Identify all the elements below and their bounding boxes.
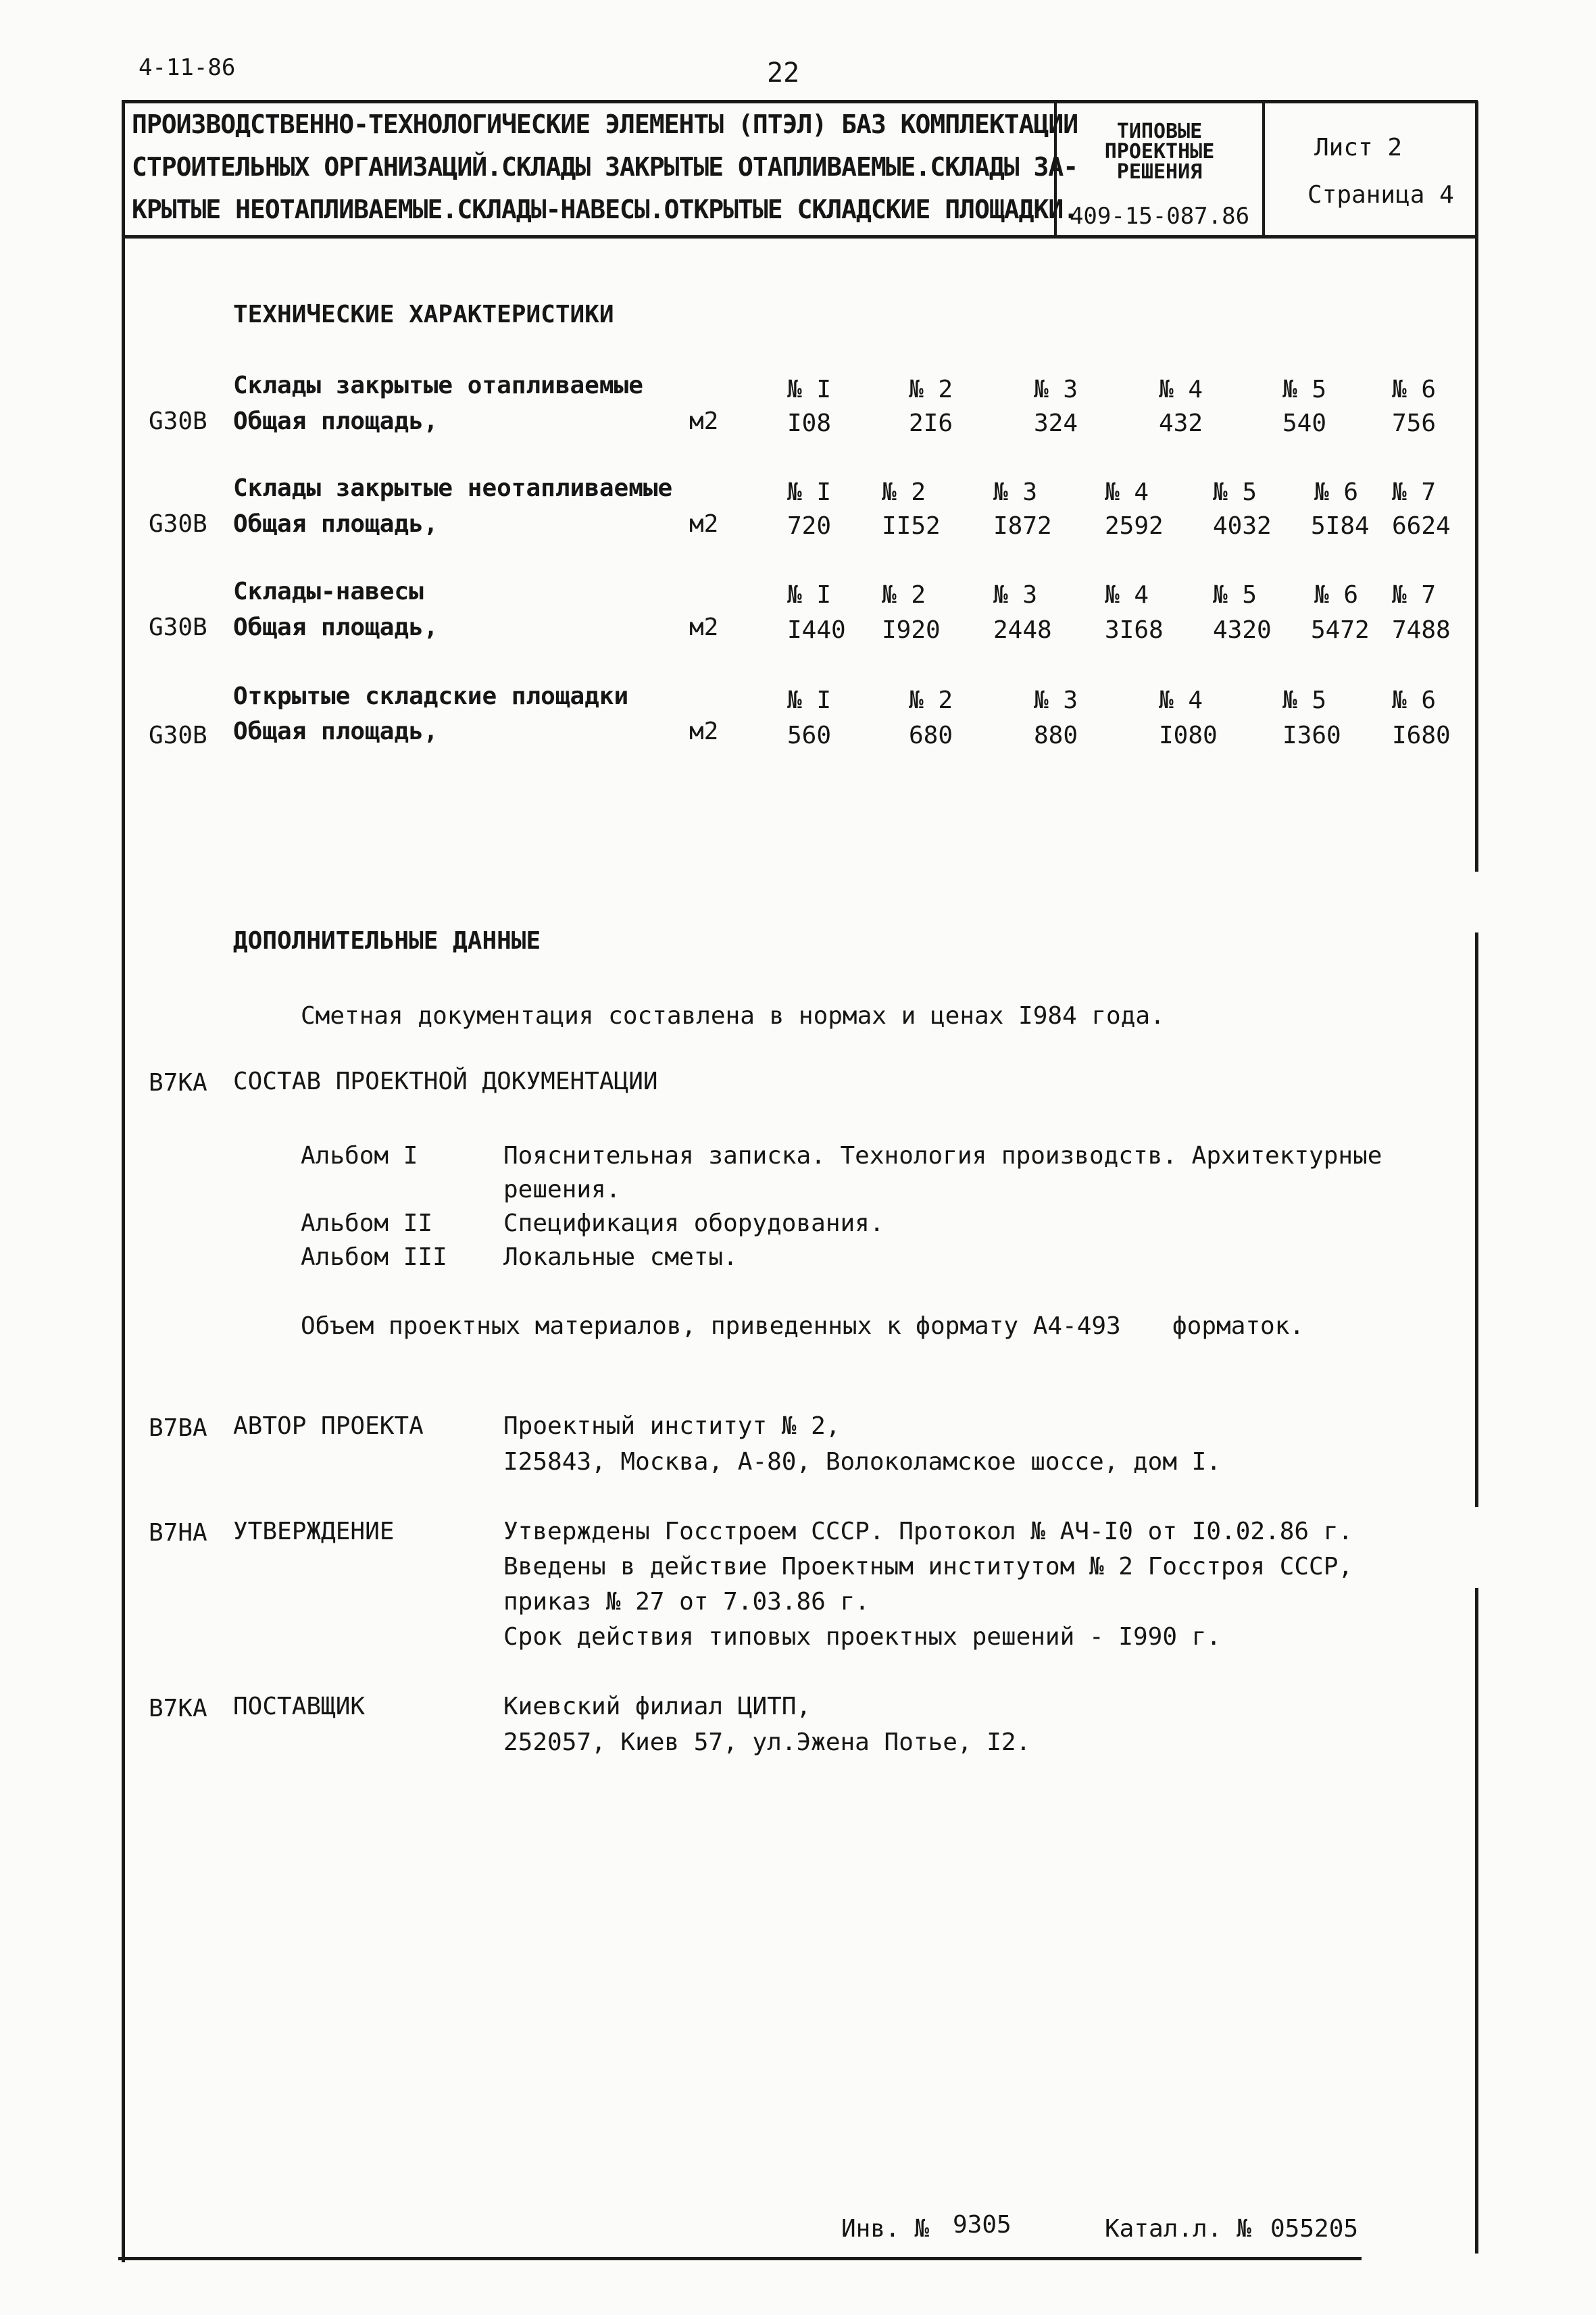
album-1-name: Альбом I: [301, 1142, 418, 1170]
typ-label-line-2: ПРОЕКТНЫЕ: [1104, 140, 1215, 164]
group-4-num: № I: [787, 687, 832, 714]
group-3-value: I440: [787, 616, 846, 644]
supplier-code: B7KA: [149, 1695, 207, 1722]
group-3-num: № 7: [1392, 581, 1437, 609]
group-4-value: 560: [787, 722, 832, 749]
doc-code: 4-11-86: [139, 54, 236, 81]
approval-line-4: Срок действия типовых проектных решений - I990 г.: [503, 1623, 1222, 1651]
group-3-value: 7488: [1392, 616, 1451, 644]
volume-unit: форматок.: [1172, 1312, 1305, 1340]
group-2-label: Общая площадь,: [233, 510, 439, 538]
supplier-line-2: 252057, Киев 57, ул.Эжена Потье, I2.: [503, 1728, 1031, 1756]
group-4-code: G30B: [149, 722, 207, 749]
group-1-num: № 2: [909, 376, 953, 403]
group-1-num: № 5: [1282, 376, 1327, 403]
group-3-num: № 5: [1213, 581, 1257, 609]
group-4-num: № 2: [909, 687, 953, 714]
group-3-value: 3I68: [1105, 616, 1164, 644]
page-label: Страница 4: [1307, 181, 1454, 209]
frame-right-rule-1: [1475, 101, 1478, 872]
group-1-code: G30B: [149, 407, 207, 435]
approval-line-3: приказ № 27 от 7.03.86 г.: [503, 1588, 870, 1616]
extra-title: ДОПОЛНИТЕЛЬНЫЕ ДАННЫЕ: [233, 927, 541, 955]
group-4-value: 680: [909, 722, 953, 749]
frame-right-rule-2: [1475, 932, 1478, 1507]
group-1-value: 2I6: [909, 409, 953, 437]
header-title-line-2: СТРОИТЕЛЬНЫХ ОРГАНИЗАЦИЙ.СКЛАДЫ ЗАКРЫТЫЕ ОТАПЛИВАЕМЫЕ.СКЛАДЫ ЗА-: [132, 152, 1078, 182]
group-1-unit: м2: [689, 407, 719, 435]
group-4-value: 880: [1034, 722, 1078, 749]
group-2-num: № 3: [993, 478, 1038, 506]
supplier-line-1: Киевский филиал ЦИТП,: [503, 1693, 812, 1720]
group-2-num: № I: [787, 478, 832, 506]
group-1-value: 432: [1159, 409, 1203, 437]
group-3-num: № 6: [1314, 581, 1359, 609]
group-3-num: № 3: [993, 581, 1038, 609]
group-2-value: 4032: [1213, 512, 1272, 540]
group-2-num: № 4: [1105, 478, 1149, 506]
volume-note: Объем проектных материалов, приведенных к формату А4-493: [301, 1312, 1121, 1340]
author-line-2: I25843, Москва, А-80, Волоколамское шоссе, дом I.: [503, 1448, 1222, 1476]
group-1-value: 324: [1034, 409, 1078, 437]
group-3-num: № 4: [1105, 581, 1149, 609]
supplier-title: ПОСТАВЩИК: [233, 1693, 366, 1720]
group-3-value: I920: [882, 616, 941, 644]
frame-right-rule-3: [1475, 1588, 1478, 2254]
tech-title: ТЕХНИЧЕСКИЕ ХАРАКТЕРИСТИКИ: [233, 301, 614, 328]
inv-label: Инв. №: [841, 2215, 930, 2243]
frame-left-rule: [122, 100, 125, 2262]
author-title: АВТОР ПРОЕКТА: [233, 1412, 424, 1440]
group-3-value: 4320: [1213, 616, 1272, 644]
typ-label: [1058, 122, 1261, 182]
group-1-num: № 3: [1034, 376, 1078, 403]
group-2-value: 720: [787, 512, 832, 540]
author-line-1: Проектный институт № 2,: [503, 1412, 841, 1440]
album-2-text: Спецификация оборудования.: [503, 1210, 884, 1237]
frame-header-rule: [122, 235, 1478, 239]
group-1-label: Общая площадь,: [233, 407, 439, 435]
catalog-value: 055205: [1270, 2215, 1359, 2243]
group-1-num: № 6: [1392, 376, 1437, 403]
group-3-num: № I: [787, 581, 832, 609]
group-2-code: G30B: [149, 510, 207, 538]
group-1-value: 540: [1282, 409, 1327, 437]
group-1-num: № I: [787, 376, 832, 403]
group-4-num: № 6: [1392, 687, 1437, 714]
group-1-num: № 4: [1159, 376, 1203, 403]
composition-title: СОСТАВ ПРОЕКТНОЙ ДОКУМЕНТАЦИИ: [233, 1068, 658, 1095]
group-3-value: 2448: [993, 616, 1052, 644]
album-1-text-cont: решения.: [503, 1176, 621, 1203]
approval-line-1: Утверждены Госстроем СССР. Протокол № АЧ-I0 от I0.02.86 г.: [503, 1518, 1353, 1545]
group-2-title: Склады закрытые неотапливаемые: [233, 474, 673, 502]
album-3-text: Локальные сметы.: [503, 1243, 738, 1271]
composition-code: B7KA: [149, 1069, 207, 1097]
group-4-unit: м2: [689, 718, 719, 745]
group-3-title: Склады-навесы: [233, 578, 424, 605]
group-3-unit: м2: [689, 614, 719, 641]
group-3-code: G30B: [149, 614, 207, 641]
album-1-text: Пояснительная записка. Технология производств. Архитектурные: [503, 1142, 1382, 1170]
page-number: 22: [767, 57, 800, 89]
group-4-label: Общая площадь,: [233, 718, 439, 745]
group-4-value: I680: [1392, 722, 1451, 749]
typ-label-line-1: ТИПОВЫЕ: [1116, 120, 1203, 143]
group-2-num: № 6: [1314, 478, 1359, 506]
frame-bottom-rule: [118, 2257, 1362, 2260]
group-3-label: Общая площадь,: [233, 614, 439, 641]
header-divider-2: [1262, 101, 1265, 238]
group-3-value: 5472: [1311, 616, 1370, 644]
group-2-value: 5I84: [1311, 512, 1370, 540]
group-2-value: 6624: [1392, 512, 1451, 540]
inv-value: 9305: [953, 2211, 1012, 2239]
header-title-line-3: КРЫТЫЕ НЕОТАПЛИВАЕМЫЕ.СКЛАДЫ-НАВЕСЫ.ОТКРЫТЫЕ СКЛАДСКИЕ ПЛОЩАДКИ.: [132, 195, 1078, 224]
approval-title: УТВЕРЖДЕНИЕ: [233, 1518, 395, 1545]
group-2-num: № 7: [1392, 478, 1437, 506]
group-2-num: № 2: [882, 478, 926, 506]
group-1-value: 756: [1392, 409, 1437, 437]
group-2-value: I872: [993, 512, 1052, 540]
album-2-name: Альбом II: [301, 1210, 433, 1237]
author-code: B7BA: [149, 1414, 207, 1442]
group-1-title: Склады закрытые отапливаемые: [233, 372, 643, 399]
group-4-num: № 4: [1159, 687, 1203, 714]
album-3-name: Альбом III: [301, 1243, 447, 1271]
group-3-num: № 2: [882, 581, 926, 609]
estimate-note: Сметная документация составлена в нормах и ценах I984 года.: [301, 1002, 1165, 1030]
sheet-label: Лист 2: [1314, 134, 1403, 161]
group-4-title: Открытые складские площадки: [233, 682, 629, 710]
header-title-line-1: ПРОИЗВОДСТВЕННО-ТЕХНОЛОГИЧЕСКИЕ ЭЛЕМЕНТЫ (ПТЭЛ) БАЗ КОМПЛЕКТАЦИИ: [132, 109, 1078, 139]
group-4-value: I360: [1282, 722, 1341, 749]
group-4-num: № 3: [1034, 687, 1078, 714]
group-2-num: № 5: [1213, 478, 1257, 506]
group-4-value: I080: [1159, 722, 1218, 749]
group-2-value: II52: [882, 512, 941, 540]
group-2-unit: м2: [689, 510, 719, 538]
frame-top-rule: [122, 100, 1478, 103]
typ-number: 409-15-087.86: [1069, 203, 1250, 230]
approval-line-2: Введены в действие Проектным институтом № 2 Госстроя СССР,: [503, 1553, 1353, 1580]
group-1-value: I08: [787, 409, 832, 437]
typ-label-line-3: РЕШЕНИЯ: [1116, 160, 1203, 184]
group-4-num: № 5: [1282, 687, 1327, 714]
group-2-value: 2592: [1105, 512, 1164, 540]
approval-code: B7HA: [149, 1519, 207, 1547]
catalog-label: Катал.л. №: [1105, 2215, 1251, 2243]
